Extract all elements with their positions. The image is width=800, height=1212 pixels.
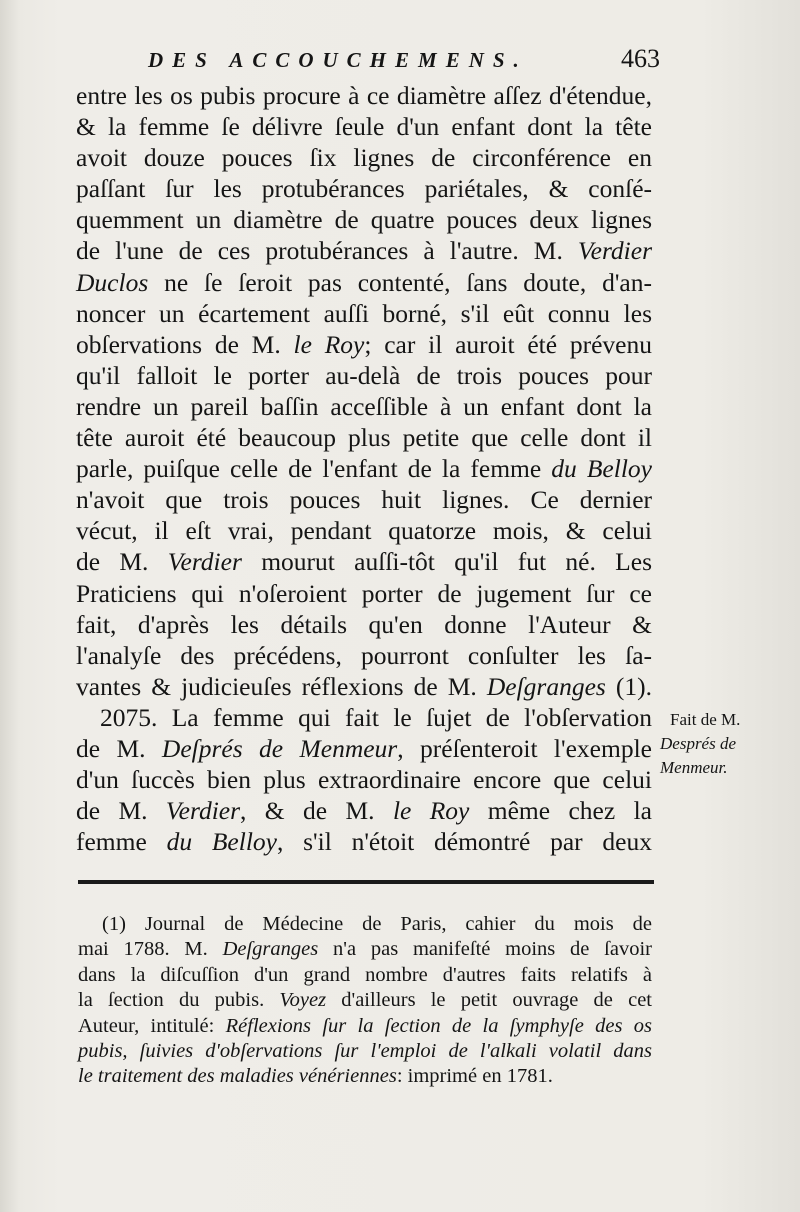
text-run: même chez la [469, 796, 652, 826]
footnote-line [78, 912, 652, 937]
text-run: : imprimé en 1781. [396, 1065, 553, 1088]
page-number: 463 [621, 44, 660, 73]
italic-text: le traitement des maladies vénériennes [78, 1065, 397, 1088]
text-run: mai 1788. M. [78, 938, 223, 961]
italic-text: Deſprés de Menmeur [161, 733, 398, 763]
italic-text: Verdier [165, 796, 241, 826]
text-run: ; car il auroit été prévenu [364, 329, 652, 359]
text-run: l'analyſe des précédens, pourront conſulter les ſa- [76, 640, 652, 670]
margin-note-line: Menmeur. [660, 758, 728, 777]
text-run: tête auroit été beaucoup plus petite que celle dont il [76, 423, 652, 453]
text-line [76, 578, 652, 609]
text-run: avoit douze pouces ſix lignes de circonférence en [76, 143, 652, 173]
text-run: femme [76, 827, 167, 857]
text-line [76, 329, 652, 360]
italic-text: du Belloy [166, 827, 277, 857]
footnote-line [78, 988, 652, 1013]
italic-text: Réflexions ſur la ſection de la ſymphyſe des os [225, 1014, 652, 1037]
italic-text: le Roy [392, 796, 470, 826]
text-run: vantes & judicieuſes réflexions de M. [76, 671, 487, 701]
text-run: parle, puiſque celle de l'enfant de la femme [76, 454, 552, 484]
text-line [76, 733, 652, 764]
text-line [76, 142, 652, 173]
text-run: d'un ſuccès bien plus extraordinaire encore que celui [76, 765, 652, 795]
text-line [76, 267, 652, 298]
text-line [76, 360, 652, 391]
footnote-divider [78, 880, 654, 884]
text-run: qu'il falloit le porter au-delà de trois pouces pour [76, 360, 652, 390]
text-line [76, 422, 652, 453]
text-run: paſſant ſur les protubérances pariétales, & conſé- [76, 174, 652, 204]
text-run: Praticiens qui n'oſeroient porter de jugement ſur ce [76, 578, 652, 608]
text-run: dans la diſcuſſion d'un grand nombre d'autres faits relatifs à [78, 963, 652, 986]
text-line [76, 640, 652, 671]
text-line [76, 80, 652, 111]
text-run: Auteur, intitulé: [78, 1014, 226, 1037]
text-line [76, 453, 652, 484]
text-line [76, 111, 652, 142]
text-run: & la femme ſe délivre ſeule d'un enfant dont la tête [76, 112, 652, 142]
text-run: vécut, il eſt vrai, pendant quatorze mois, & celui [76, 516, 652, 546]
text-line [76, 702, 652, 733]
text-line [76, 609, 652, 640]
text-run: , s'il n'étoit démontré par deux [276, 827, 652, 857]
italic-text: Verdier [577, 236, 652, 266]
footnote-line [78, 1039, 652, 1064]
text-line [76, 173, 652, 204]
italic-text: Deſgranges [486, 671, 606, 701]
italic-text: du Belloy [551, 454, 652, 484]
text-line [76, 484, 652, 515]
margin-note-line: Després de [660, 734, 737, 753]
text-run: obſervations de M. [76, 329, 294, 359]
running-title: DES ACCOUCHEMENS. [148, 48, 528, 72]
text-run: entre les os pubis procure à ce diamètre aſſez d'étendue, [76, 81, 652, 110]
text-line [76, 764, 652, 795]
footnote-line [78, 963, 652, 988]
text-run: (1) Journal de Médecine de Paris, cahier du mois de [102, 913, 652, 935]
italic-text: pubis, ſuivies d'obſervations ſur l'emploi de l'alkali volatil dans [78, 1039, 652, 1062]
italic-text: le Roy [293, 329, 365, 359]
text-line [76, 391, 652, 422]
text-run: ne ſe ſeroit pas contenté, ſans doute, d'an- [148, 267, 652, 297]
text-run: noncer un écartement auſſi borné, s'il eût connu les [76, 298, 652, 328]
text-run: de M. [76, 796, 166, 826]
text-run: la ſection du pubis. [78, 989, 280, 1012]
text-run: (1). [605, 671, 653, 701]
text-run: mourut auſſi-tôt qu'il fut né. Les [241, 547, 652, 577]
text-run: quemment un diamètre de quatre pouces deux lignes [76, 205, 652, 235]
italic-text: Voyez [279, 989, 327, 1012]
text-line [76, 795, 652, 826]
margin-note-line: Fait de M. [670, 710, 741, 729]
text-run: d'ailleurs le petit ouvrage de cet [326, 989, 652, 1012]
footnote [78, 912, 652, 1090]
italic-text: Verdier [167, 547, 242, 577]
text-run: fait, d'après les détails qu'en donne l'Auteur & [76, 609, 652, 639]
text-run: 2075. La femme qui fait le ſujet de l'obſervation [100, 702, 652, 732]
text-line [76, 515, 652, 546]
text-run: n'a pas manifeſté moins de ſavoir [318, 938, 653, 961]
text-line [76, 826, 652, 857]
text-line [76, 546, 652, 577]
text-line [76, 204, 652, 235]
text-line [76, 671, 652, 702]
page-header [78, 44, 660, 78]
text-run: , & de M. [240, 796, 393, 826]
text-line [76, 235, 652, 266]
text-run: n'avoit que trois pouces huit lignes. Ce dernier [76, 485, 652, 515]
text-run: rendre un pareil baſſin acceſſible à un enfant dont la [76, 391, 652, 421]
text-run: de M. [76, 733, 162, 763]
footnote-line [78, 1064, 652, 1089]
text-run: de l'une de ces protubérances à l'autre. M. [76, 236, 578, 266]
margin-note [660, 708, 770, 780]
footnote-line [78, 1014, 652, 1039]
text-run: de M. [76, 547, 168, 577]
body-text [76, 80, 652, 857]
italic-text: Deſgranges [222, 938, 319, 961]
text-line [76, 298, 652, 329]
text-run: , préſenteroit l'exemple [397, 733, 652, 763]
italic-text: Duclos [76, 267, 149, 297]
footnote-line [78, 937, 652, 962]
